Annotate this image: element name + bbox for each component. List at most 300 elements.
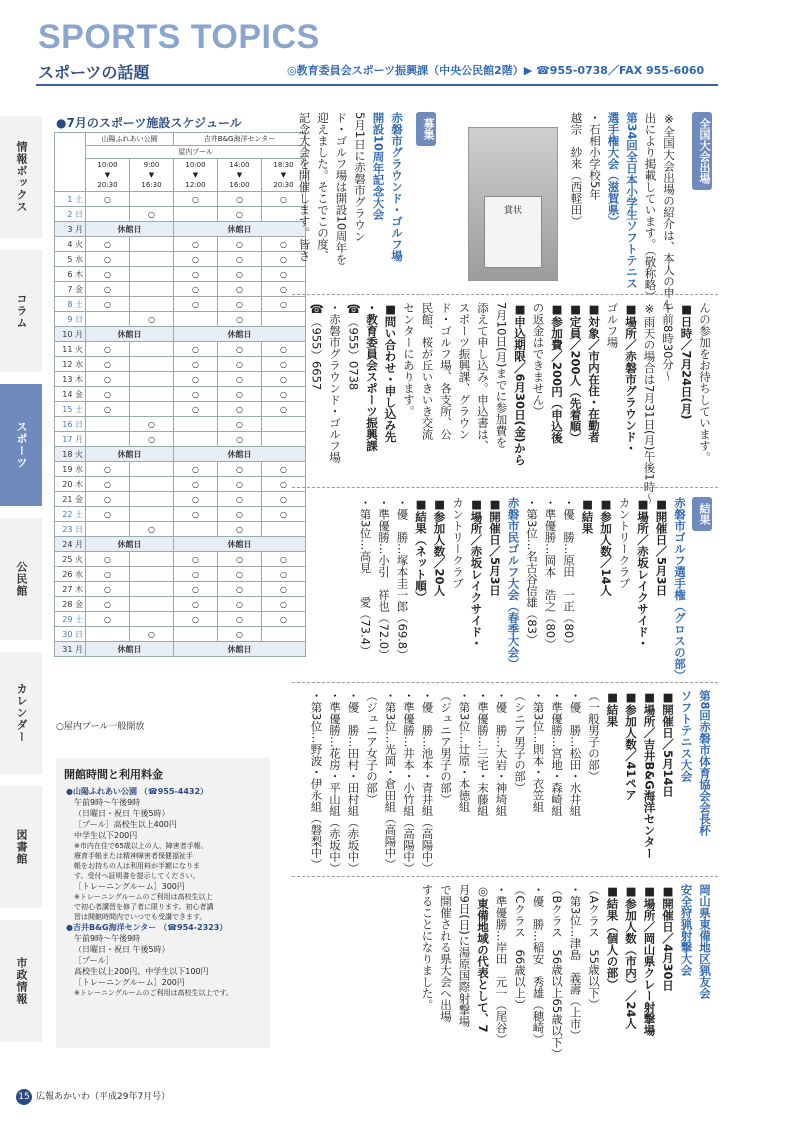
- slot-cell: ○: [262, 387, 306, 402]
- slot-cell: [262, 417, 306, 432]
- side-tab-label: 公民館: [15, 561, 28, 597]
- pool-header: 屋内プール: [86, 146, 306, 159]
- slot-cell: ○: [218, 282, 262, 297]
- text-line: ◎東備地域の代表として、7: [476, 884, 490, 1033]
- slot-cell: ○: [174, 297, 218, 312]
- text-line: 月9日(日)に湯原国際射撃場: [457, 884, 472, 1027]
- text-line: することになりました。: [420, 884, 435, 1011]
- slot-cell: ○: [174, 597, 218, 612]
- text-line: （ジュニア男子の部）: [439, 690, 453, 805]
- closed-cell: 休館日: [174, 447, 306, 462]
- results-tennis: [307, 690, 714, 874]
- day-cell: 4 火: [55, 237, 86, 252]
- hours-line: 帳をお持ちの人は利用料が半額になりま: [74, 862, 200, 870]
- side-tab-label: 市政情報: [15, 957, 28, 1005]
- slot-cell: ○: [174, 342, 218, 357]
- winner-photo: [468, 127, 558, 281]
- schedule-title: ●7月のスポーツ施設スケジュール: [56, 116, 242, 130]
- slot-cell: ○: [174, 462, 218, 477]
- day-cell: 8 土: [55, 297, 86, 312]
- text-line: 第34回全日本小学生ソフトテニス: [625, 112, 639, 290]
- day-cell: 11 火: [55, 342, 86, 357]
- slot-cell: [86, 522, 130, 537]
- time-row: [55, 159, 306, 192]
- side-tab-label: コラム: [15, 293, 28, 329]
- hours-line: ●山陽ふれあい公園 （☎955-4432）: [66, 787, 209, 796]
- text-line: ・赤磐市グラウンド・ゴルフ場: [328, 302, 342, 463]
- text-line: ・優 勝…池本・青井組（高陽中）: [420, 690, 435, 874]
- slot-cell: ○: [86, 342, 130, 357]
- hours-line: 習は開館時間内でいつでも受講できます。: [74, 913, 207, 921]
- hours-line: 高校生以上200円、中学生以下100円: [74, 967, 209, 976]
- slot-cell: [130, 267, 174, 282]
- time-label: 16:00: [229, 181, 250, 189]
- hours-line: ※市内在住で65歳以上の人、障害者手帳、: [74, 842, 208, 850]
- day-cell: 17 月: [55, 432, 86, 447]
- slot-cell: ○: [262, 507, 306, 522]
- divider: [292, 876, 718, 877]
- day-cell: 26 水: [55, 567, 86, 582]
- slot-cell: ○: [262, 552, 306, 567]
- slot-cell: ○: [130, 312, 174, 327]
- slot-cell: ○: [262, 282, 306, 297]
- text-line: ■定員／200人（先着順）: [568, 302, 583, 444]
- text-line: ■開催日／5月3日: [654, 497, 669, 597]
- time-label: ▼: [280, 171, 287, 179]
- text-line: ・第3位…光岡・倉田組（高陽中）: [383, 690, 398, 870]
- slot-cell: ○: [174, 372, 218, 387]
- text-line: ・準優勝…小引 祥也（72.0）: [377, 497, 391, 661]
- text-line: ■場所／赤磐市グラウンド・: [624, 302, 638, 454]
- slot-cell: ○: [86, 477, 130, 492]
- slot-cell: [130, 372, 174, 387]
- national-text: [567, 112, 678, 310]
- text-line: ソフトテニス大会: [679, 690, 694, 782]
- text-line: ☎（955）0738: [346, 302, 361, 391]
- slot-cell: ○: [218, 597, 262, 612]
- day-cell: 10 月: [55, 327, 86, 342]
- text-line: ・準優勝…井本・小竹組（高陽中）: [402, 690, 416, 874]
- schedule-row: [55, 387, 306, 402]
- slot-cell: ○: [174, 402, 218, 417]
- slot-cell: ○: [218, 192, 262, 207]
- text-line: んの参加をお待ちしています。: [698, 302, 712, 463]
- text-line: ・準優勝…宮地・森崎組: [550, 690, 564, 817]
- time-header: [218, 159, 262, 192]
- slot-cell: ○: [86, 462, 130, 477]
- schedule-note: ○屋内プール一般開放: [56, 722, 145, 732]
- slot-cell: ○: [174, 267, 218, 282]
- schedule-row: [55, 372, 306, 387]
- text-line: 記念大会を開催します。皆さ: [297, 112, 312, 262]
- text-line: ■参加費／200円（申込後: [550, 302, 564, 444]
- day-cell: 6 木: [55, 267, 86, 282]
- facility1-header: 山陽ふれあい公園: [86, 133, 174, 146]
- hours-line: （日曜日・祝日 午後5時）: [74, 945, 170, 954]
- text-line: 7月10日(月)までに参加費を: [494, 302, 509, 448]
- text-line: 岡山県東備地区猟友会: [698, 884, 712, 999]
- hours-line: 療育手帳または精神障害者保健福祉手: [74, 852, 193, 860]
- slot-cell: ○: [174, 612, 218, 627]
- text-line: ・第3位…辻原・本徳組: [457, 690, 472, 813]
- text-line: ・準優勝…花房・平山組（赤坂中）: [328, 690, 342, 874]
- time-label: ▼: [236, 171, 243, 179]
- side-tab[interactable]: [0, 786, 42, 914]
- slot-cell: ○: [86, 372, 130, 387]
- slot-cell: [262, 312, 306, 327]
- day-cell: 3 月: [55, 222, 86, 237]
- slot-cell: ○: [86, 567, 130, 582]
- closed-cell: 休館日: [174, 642, 306, 657]
- slot-cell: ○: [218, 432, 262, 447]
- schedule-row: [55, 642, 306, 657]
- slot-cell: ○: [86, 612, 130, 627]
- slot-cell: ○: [86, 402, 130, 417]
- time-label: 14:00: [229, 161, 250, 169]
- closed-cell: 休館日: [86, 222, 174, 237]
- text-line: ・石相小学校5年: [588, 112, 602, 200]
- slot-cell: ○: [262, 612, 306, 627]
- schedule-row: [55, 267, 306, 282]
- slot-cell: [174, 432, 218, 447]
- text-line: ・教育委員会スポーツ振興課: [365, 302, 379, 452]
- slot-cell: ○: [262, 477, 306, 492]
- slot-cell: ○: [130, 522, 174, 537]
- hours-line: 午前9時〜午後9時: [74, 798, 141, 807]
- schedule-row: [55, 567, 306, 582]
- slot-cell: ○: [86, 492, 130, 507]
- day-cell: 16 日: [55, 417, 86, 432]
- slot-cell: [174, 417, 218, 432]
- schedule-row: [55, 447, 306, 462]
- side-tab[interactable]: [0, 920, 42, 1048]
- text-line: ゴルフ場: [605, 302, 620, 348]
- text-line: ■場所／赤坂レイクサイド・: [469, 497, 484, 649]
- slot-cell: [130, 567, 174, 582]
- slot-cell: ○: [218, 492, 262, 507]
- side-tab[interactable]: [0, 652, 42, 780]
- text-line: ・第3位…則本・衣笠組: [531, 690, 546, 813]
- text-line: （一般男子の部）: [587, 690, 601, 782]
- text-line: カントリークラブ: [617, 497, 632, 589]
- side-tab-label: カレンダー: [15, 683, 28, 743]
- slot-cell: [130, 477, 174, 492]
- slot-cell: [130, 387, 174, 402]
- slot-cell: ○: [218, 627, 262, 642]
- text-line: 午前8時30分〜: [661, 302, 675, 382]
- time-label: 16:30: [141, 181, 162, 189]
- schedule-row: [55, 357, 306, 372]
- slot-cell: [130, 582, 174, 597]
- text-line: 開設10周年記念大会: [371, 112, 386, 221]
- schedule-row: [55, 627, 306, 642]
- slot-cell: ○: [262, 402, 306, 417]
- schedule-row: [55, 597, 306, 612]
- schedule-row: [55, 432, 306, 447]
- facility2-header: 吉井B&G海洋センター: [174, 133, 306, 146]
- slot-cell: ○: [262, 597, 306, 612]
- slot-cell: ○: [218, 297, 262, 312]
- slot-cell: ○: [262, 372, 306, 387]
- time-header: [130, 159, 174, 192]
- hours-line: 中学生以下200円: [74, 831, 138, 840]
- day-cell: 2 日: [55, 207, 86, 222]
- side-tab[interactable]: [0, 116, 42, 244]
- publication: 広報あかいわ（平成29年7月号）: [36, 1092, 171, 1102]
- slot-cell: ○: [262, 492, 306, 507]
- text-line: ・準優勝…岡本 浩之（80）: [543, 497, 558, 650]
- text-line: 選手権大会（滋賀県）: [606, 112, 621, 227]
- closed-cell: 休館日: [86, 537, 174, 552]
- slot-cell: ○: [262, 297, 306, 312]
- slot-cell: [262, 627, 306, 642]
- slot-cell: [130, 297, 174, 312]
- slot-cell: [262, 432, 306, 447]
- time-label: 20:30: [97, 181, 118, 189]
- slot-cell: ○: [86, 297, 130, 312]
- slot-cell: ○: [262, 462, 306, 477]
- text-line: 安全狩猟射撃大会: [679, 884, 694, 976]
- slot-cell: ○: [218, 567, 262, 582]
- schedule-row: [55, 462, 306, 477]
- text-line: 民館、桜が丘いきいき交流: [420, 302, 435, 440]
- certificate: 賞状: [484, 196, 542, 268]
- day-cell: 13 木: [55, 372, 86, 387]
- schedule-row: [55, 237, 306, 252]
- slot-cell: ○: [218, 342, 262, 357]
- slot-cell: ○: [218, 267, 262, 282]
- text-line: 越宗 紗来（西軽田）: [569, 112, 584, 227]
- slot-cell: ○: [86, 582, 130, 597]
- slot-cell: [174, 522, 218, 537]
- text-line: で開催される県大会へ出場: [439, 884, 453, 1022]
- text-line: ・第3位…名古谷信雄（83）: [525, 497, 539, 646]
- day-cell: 15 土: [55, 402, 86, 417]
- hours-line: ［プール］高校生以上400円: [74, 820, 177, 829]
- text-line: （Aクラス 55歳以下）: [587, 884, 601, 1011]
- slot-cell: ○: [218, 612, 262, 627]
- slot-cell: ○: [218, 387, 262, 402]
- text-line: ■申込期限／6月30日(金)から: [513, 302, 527, 466]
- text-line: ド・ゴルフ場、各支所、公: [439, 302, 453, 440]
- slot-cell: ○: [218, 252, 262, 267]
- schedule-row: [55, 612, 306, 627]
- text-line: ・優 勝…塚本圭一郎（69.8）: [395, 497, 410, 661]
- recruit-banner: 募集: [416, 112, 436, 146]
- slot-cell: ○: [86, 237, 130, 252]
- slot-cell: [130, 612, 174, 627]
- closed-cell: 休館日: [86, 447, 174, 462]
- slot-cell: [86, 312, 130, 327]
- text-line: ■参加人数／20人: [432, 497, 447, 597]
- slot-cell: ○: [130, 417, 174, 432]
- slot-cell: ○: [262, 192, 306, 207]
- day-cell: 30 日: [55, 627, 86, 642]
- text-line: ■結果（ネット順）: [414, 497, 428, 603]
- text-line: ■参加人数／41ペア: [624, 690, 638, 801]
- slot-cell: ○: [218, 312, 262, 327]
- schedule-row: [55, 342, 306, 357]
- slot-cell: ○: [218, 372, 262, 387]
- day-cell: 9 日: [55, 312, 86, 327]
- page-title: SPORTS TOPICS: [38, 18, 320, 56]
- recruit-text-top: [295, 112, 406, 282]
- hours-line: で初心者講習を修了者に限ります。初心者講: [74, 903, 214, 911]
- schedule-row: [55, 552, 306, 567]
- text-line: ■問い合わせ・申し込み先: [383, 302, 398, 443]
- side-tab[interactable]: [0, 518, 42, 646]
- slot-cell: ○: [218, 462, 262, 477]
- text-line: ■場所／岡山県クレー射撃場: [642, 884, 657, 1036]
- text-line: ■開催日／5月3日: [488, 497, 502, 597]
- text-line: ■参加人数（市内）／24人: [624, 884, 638, 1030]
- slot-cell: ○: [130, 207, 174, 222]
- divider: [292, 294, 718, 295]
- schedule-row: [55, 402, 306, 417]
- results-banner: 結果: [692, 497, 712, 531]
- closed-cell: 休館日: [174, 327, 306, 342]
- slot-cell: ○: [130, 627, 174, 642]
- slot-cell: [262, 522, 306, 537]
- slot-cell: ○: [218, 207, 262, 222]
- slot-cell: [130, 282, 174, 297]
- slot-cell: ○: [86, 282, 130, 297]
- slot-cell: ○: [174, 582, 218, 597]
- side-tab[interactable]: [0, 384, 42, 512]
- slot-cell: [130, 402, 174, 417]
- schedule-row: [55, 192, 306, 207]
- slot-cell: ○: [262, 342, 306, 357]
- text-line: ※全国大会出場の紹介は、本人の申し: [662, 112, 676, 310]
- closed-cell: 休館日: [174, 222, 306, 237]
- side-tab-label: 情報ボックス: [15, 141, 28, 213]
- slot-cell: ○: [174, 477, 218, 492]
- day-cell: 24 月: [55, 537, 86, 552]
- slot-cell: ○: [86, 192, 130, 207]
- time-label: 9:00: [143, 161, 160, 169]
- header-divider: [36, 84, 718, 86]
- hours-line: ［トレーニングルーム］200円: [74, 978, 185, 987]
- slot-cell: [86, 417, 130, 432]
- hours-line: ［トレーニングルーム］300円: [74, 882, 185, 891]
- slot-cell: ○: [218, 582, 262, 597]
- slot-cell: [130, 507, 174, 522]
- day-cell: 28 金: [55, 597, 86, 612]
- slot-cell: ○: [262, 252, 306, 267]
- slot-cell: [86, 432, 130, 447]
- hours-line: ※トレーニングルームのご利用は高校生以上: [74, 893, 213, 901]
- text-line: 5月1日に赤磐市グラウン: [353, 112, 367, 242]
- text-line: ・準優勝…岸田 元一（尾谷）: [494, 884, 509, 1045]
- slot-cell: [130, 342, 174, 357]
- day-cell: 22 土: [55, 507, 86, 522]
- schedule-row: [55, 222, 306, 237]
- text-line: ■場所／赤坂レイクサイド・: [636, 497, 650, 649]
- day-cell: 18 火: [55, 447, 86, 462]
- footer: [16, 1089, 170, 1105]
- national-banner: 全国大会出場: [692, 112, 712, 190]
- day-cell: 31 月: [55, 642, 86, 657]
- schedule-row: [55, 492, 306, 507]
- text-line: （ジュニア女子の部）: [365, 690, 379, 805]
- side-tab-label: スポーツ: [15, 421, 28, 469]
- schedule-row: [55, 477, 306, 492]
- hours-line: 午前9時〜午後9時: [74, 934, 141, 943]
- slot-cell: ○: [262, 357, 306, 372]
- slot-cell: ○: [86, 387, 130, 402]
- slot-cell: ○: [174, 507, 218, 522]
- slot-cell: ○: [86, 252, 130, 267]
- text-line: （シニア男子の部）: [513, 690, 527, 794]
- slot-cell: ○: [218, 507, 262, 522]
- hours-line: ［プール］: [74, 956, 114, 965]
- slot-cell: [130, 252, 174, 267]
- text-line: （Bクラス 56歳以上65歳以下）: [550, 884, 564, 1060]
- slot-cell: ○: [174, 252, 218, 267]
- day-cell: 29 土: [55, 612, 86, 627]
- text-line: 添えて申し込み。申込書は、: [476, 302, 490, 452]
- slot-cell: ○: [86, 357, 130, 372]
- day-cell: 21 金: [55, 492, 86, 507]
- day-cell: 27 木: [55, 582, 86, 597]
- time-label: 12:00: [185, 181, 206, 189]
- text-line: ※雨天の場合は7月31日(月)午後1時〜: [642, 302, 657, 504]
- text-line: の返金はできません）: [531, 302, 546, 417]
- slot-cell: ○: [262, 582, 306, 597]
- side-tab[interactable]: [0, 250, 42, 378]
- contact-info: ◎教育委員会スポーツ振興課（中央公民館2階）▶ ☎955-0738／FAX 955-6060: [287, 64, 705, 77]
- slot-cell: ○: [86, 507, 130, 522]
- divider: [292, 487, 718, 488]
- text-line: ・優 勝…稲安 秀雄（穂崎）: [531, 884, 546, 1045]
- hours-line: ※トレーニングルームのご利用は高校生以上です。: [74, 989, 233, 997]
- hours-box: [56, 758, 270, 1048]
- text-line: ■開催日／5月14日: [661, 690, 675, 798]
- slot-cell: ○: [174, 567, 218, 582]
- slot-cell: ○: [218, 477, 262, 492]
- divider: [292, 682, 718, 683]
- day-cell: 25 火: [55, 552, 86, 567]
- text-line: ・第3位…野波・伊永組（磐梨中）: [309, 690, 324, 870]
- text-line: 迎えました。そこでこの度、: [316, 112, 330, 262]
- slot-cell: ○: [174, 192, 218, 207]
- slot-cell: ○: [262, 267, 306, 282]
- schedule-row: [55, 417, 306, 432]
- closed-cell: 休館日: [86, 327, 174, 342]
- slot-cell: ○: [86, 597, 130, 612]
- slot-cell: ○: [218, 357, 262, 372]
- slot-cell: [130, 552, 174, 567]
- results-golf: [356, 497, 689, 681]
- slot-cell: ○: [174, 237, 218, 252]
- slot-cell: [130, 357, 174, 372]
- text-line: ・第3位…高見 愛（73.4）: [358, 497, 373, 657]
- slot-cell: [130, 237, 174, 252]
- schedule-row: [55, 297, 306, 312]
- time-label: ▼: [192, 171, 199, 179]
- slot-cell: [130, 597, 174, 612]
- slot-cell: ○: [174, 552, 218, 567]
- text-line: ■日時／7月24日(月): [679, 302, 694, 420]
- text-line: スポーツ振興課、グラウン: [457, 302, 472, 440]
- schedule-row: [55, 207, 306, 222]
- text-line: ・優 勝…田村・田村組（赤坂中）: [346, 690, 361, 874]
- text-line: ■結果: [605, 690, 620, 727]
- text-line: ■参加人数／14人: [599, 497, 613, 597]
- slot-cell: ○: [262, 567, 306, 582]
- day-cell: 7 金: [55, 282, 86, 297]
- slot-cell: ○: [130, 432, 174, 447]
